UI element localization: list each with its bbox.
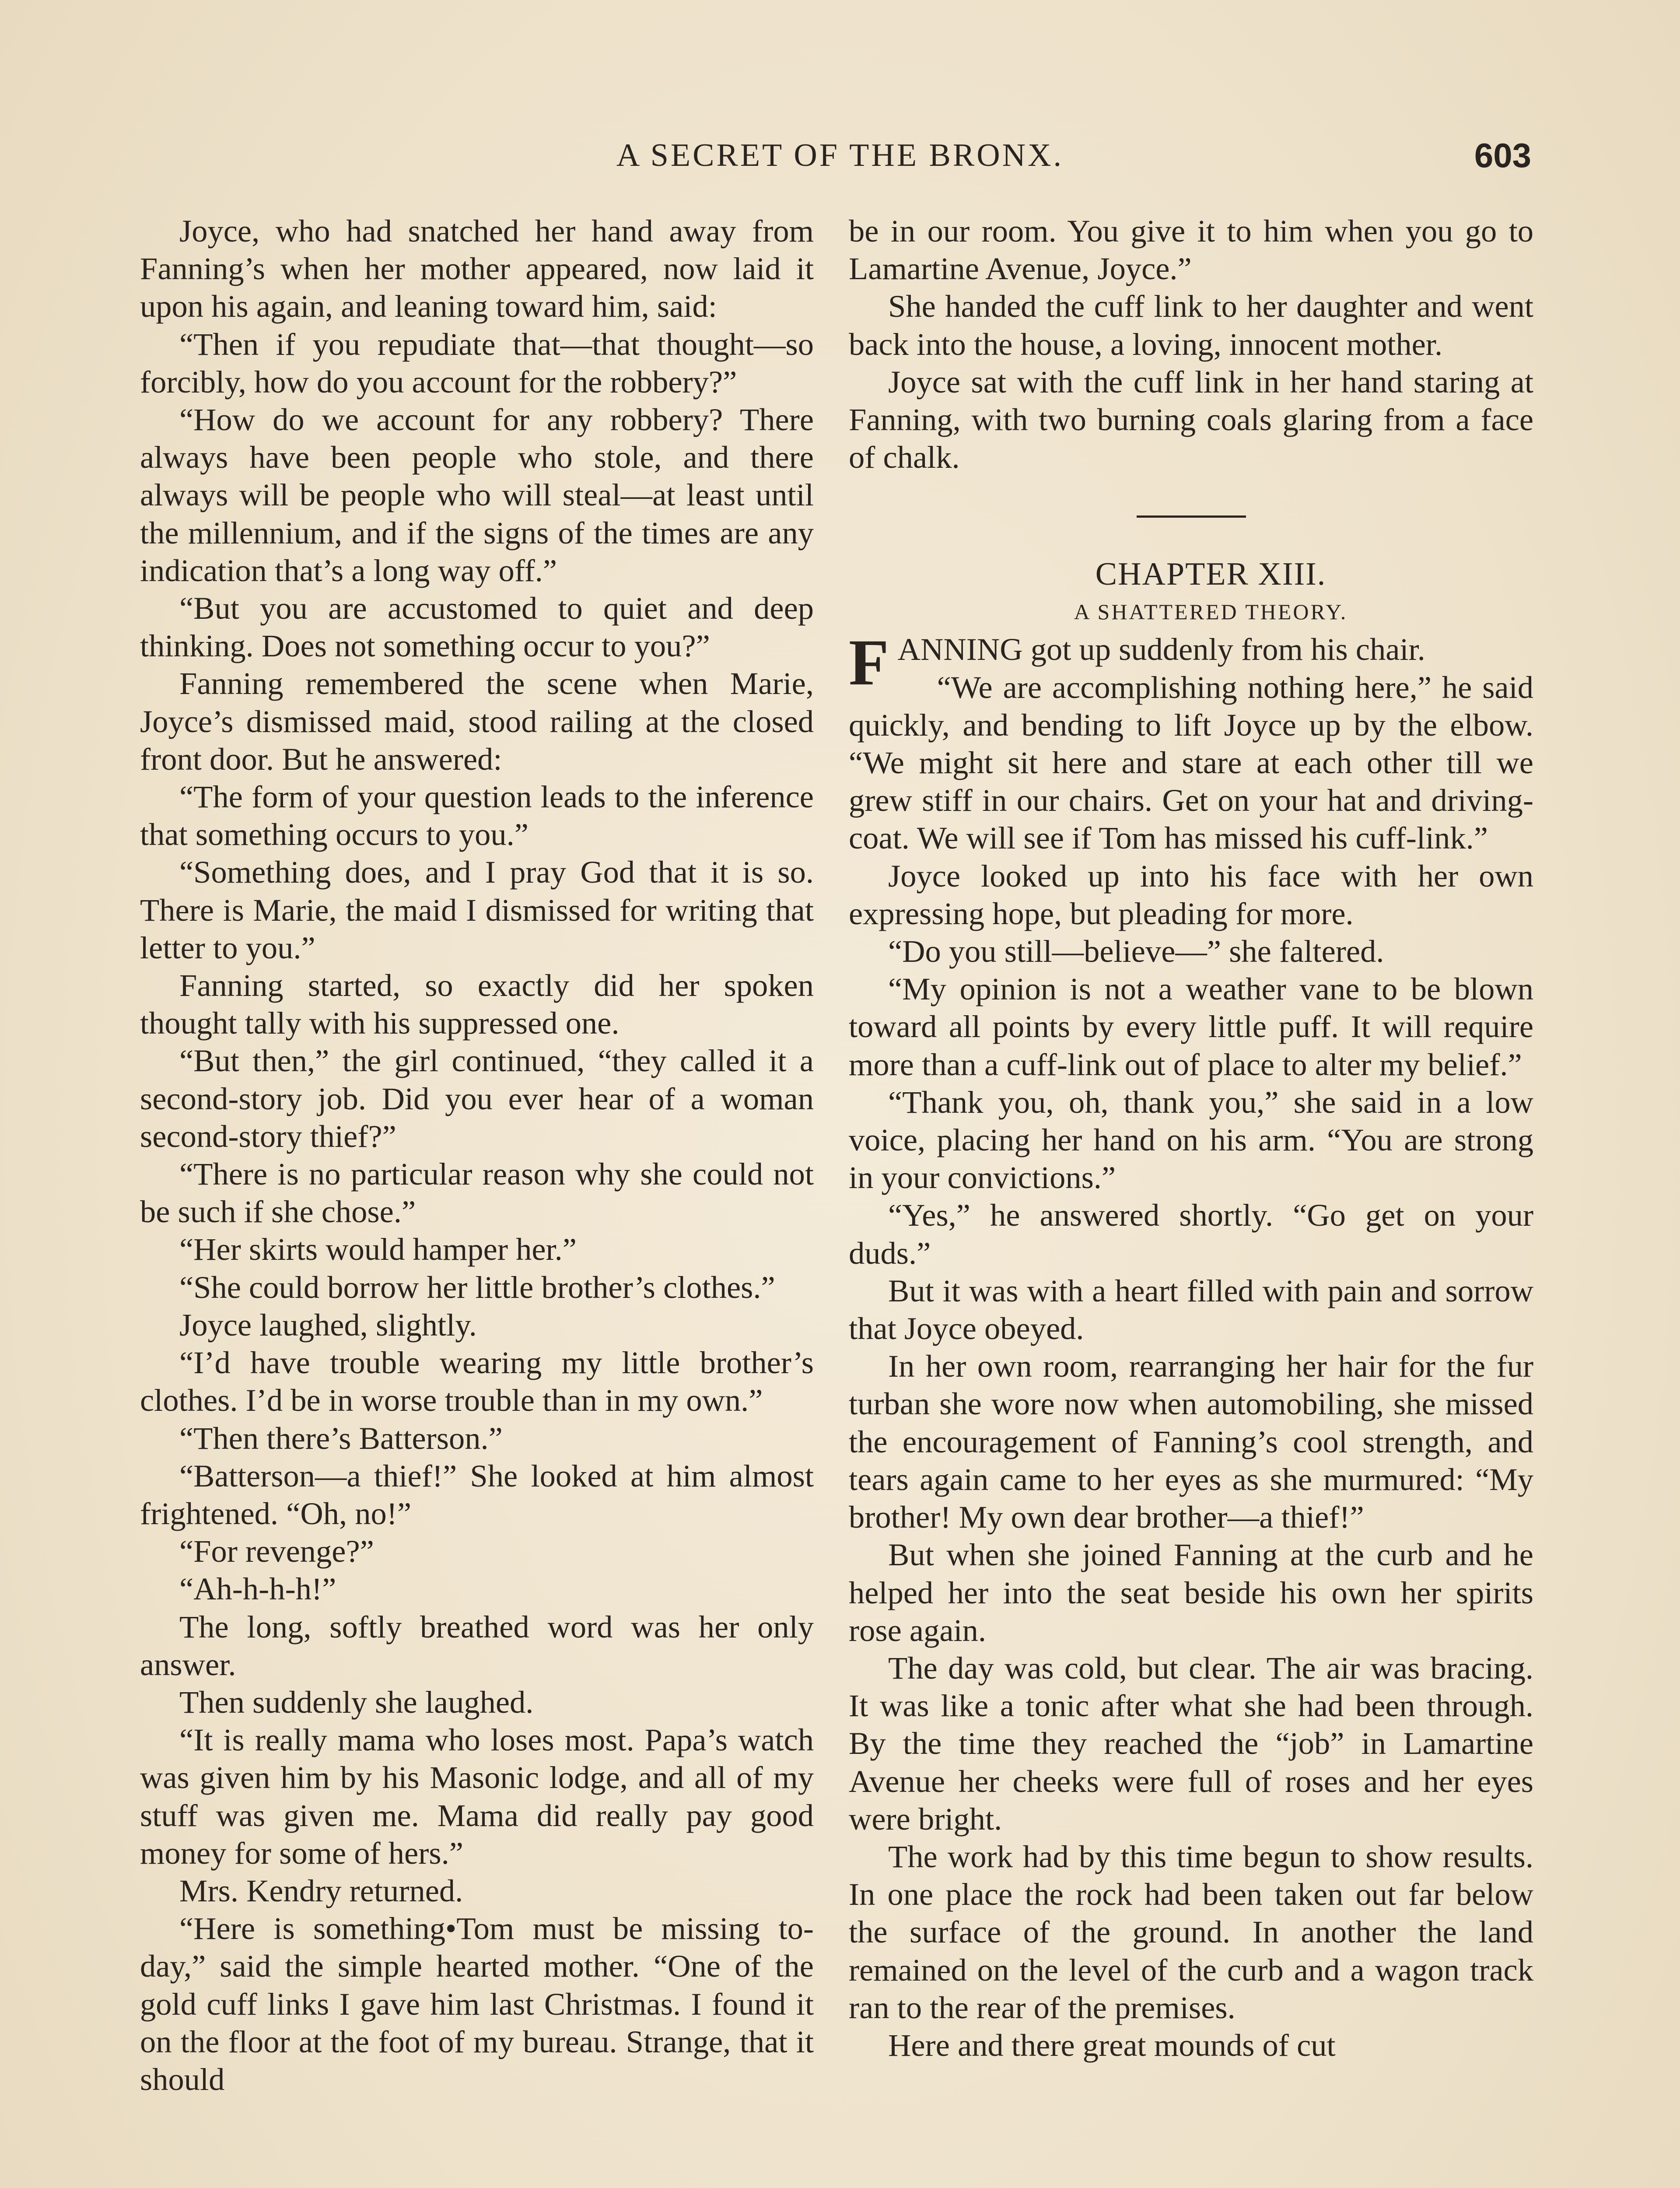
paragraph: “Thank you, oh, thank you,” she said in a low voice, placing her hand on his arm. “You are strong in your convictions.” [849,1084,1533,1196]
paragraph: “There is no particular reason why she could not be such if she chose.” [140,1156,814,1230]
paragraph: “I’d have trouble wearing my little brother’s clothes. I’d be in worse trouble than in my own.” [140,1345,814,1418]
paragraph: The long, softly breathed word was her only answer. [140,1609,814,1682]
paragraph: Fanning remembered the scene when Marie, Joyce’s dismissed maid, stood railing at the closed front door. But he answered: [140,666,814,777]
paragraph: Joyce looked up into his face with her own expressing hope, but pleading for more. [849,858,1533,931]
paragraph: “We are accomplishing nothing here,” he said quickly, and bending to lift Joyce up by the elbow. “We might sit here and stare at each other till we grew stiff in our chairs. Get on your hat and driving-coat. We will see if Tom has missed his cuff-link.” [849,669,1533,856]
chapter-opening-paragraph [849,626,1533,699]
paragraph: “Batterson—a thief!” She looked at him almost frightened. “Oh, no!” [140,1458,814,1531]
chapter-heading: CHAPTER XIII. [1095,556,1326,593]
paragraph: But it was with a heart filled with pain and sorrow that Joyce obeyed. [849,1273,1533,1346]
paragraph: “For revenge?” [179,1533,374,1569]
paragraph: “It is really mama who loses most. Papa’s watch was given him by his Masonic lodge, and all of my stuff was given me. Mama did really pay good money for some of hers.” [140,1722,814,1871]
paragraph: In her own room, rearranging her hair for the fur turban she wore now when automobiling, she missed the encouragement of Fanning’s cool strength, and tears again came to her eyes as she murmured: “My brother! My own dear brother—a thief!” [849,1348,1533,1535]
paragraph: “The form of your question leads to the inference that something occurs to you.” [140,779,814,852]
paragraph: “Yes,” he answered shortly. “Go get on your duds.” [849,1197,1533,1271]
paragraph: Joyce sat with the cuff link in her hand staring at Fanning, with two burning coals glaring from a face of chalk. [849,364,1533,475]
drop-cap: F [849,626,889,699]
paragraph: Then suddenly she laughed. [179,1684,534,1720]
paragraph: Mrs. Kendry returned. [179,1872,463,1908]
left-column [140,212,814,2098]
paragraph: The day was cold, but clear. The air was bracing. It was like a tonic after what she had been through. By the time they reached the “job” in Lamartine Avenue her cheeks were full of roses and her eyes were bright. [849,1650,1533,1837]
paragraph: “How do we account for any robbery? There always have been people who stole, and there always will be people who will steal—at least until the millennium, and if the signs of the times are any indication that’s a long way off.” [140,402,814,588]
paragraph: “Here is something•Tom must be missing to-day,” said the simple hearted mother. “One of the gold cuff links I gave him last Christmas. I found it on the floor at the foot of my bureau. Strange, that it should [140,1911,814,2097]
chapter-subtitle: A SHATTERED THEORY. [1074,600,1348,624]
paragraph: be in our room. You give it to him when you go to Lamartine Avenue, Joyce.” [849,213,1533,287]
paragraph: She handed the cuff link to her daughter and went back into the house, a loving, innocent mother. [849,288,1533,362]
paragraph: “Do you still—believe—” she faltered. [888,933,1384,969]
paragraph: “Then there’s Batterson.” [179,1420,503,1456]
opening-text: ANNING got up suddenly from his chair. [897,631,1425,667]
running-title: A SECRET OF THE BRONX. [616,137,1064,173]
section-divider [1137,515,1246,518]
paragraph: But when she joined Fanning at the curb and he helped her into the seat beside his own her spirits rose again. [849,1537,1533,1648]
right-column [849,212,1533,2064]
paragraph: Here and there great mounds of cut [888,2027,1336,2063]
paragraph: “Then if you repudiate that—that thought—so forcibly, how do you account for the robbery?” [140,326,814,400]
paragraph: “She could borrow her little brother’s clothes.” [179,1269,775,1305]
paragraph: “My opinion is not a weather vane to be blown toward all points by every little puff. It will require more than a cuff-link out of place to alter my belief.” [849,971,1533,1082]
paragraph: “Her skirts would hamper her.” [179,1231,577,1267]
paragraph: Joyce laughed, slightly. [179,1307,477,1343]
running-header [0,131,1680,179]
page-number: 603 [1474,136,1531,175]
paragraph: The work had by this time begun to show results. In one place the rock had been taken out far below the surface of the ground. In another the land remained on the level of the curb and a wagon track ran to the rear of the premises. [849,1838,1533,2025]
paragraph: “But then,” the girl continued, “they called it a second-story job. Did you ever hear of a woman second-story thief?” [140,1043,814,1154]
paragraph: Fanning started, so exactly did her spoken thought tally with his suppressed one. [140,968,814,1041]
paragraph: “But you are accustomed to quiet and deep thinking. Does not something occur to you?” [140,590,814,664]
paragraph: “Ah-h-h-h!” [179,1571,336,1607]
paragraph: “Something does, and I pray God that it is so. There is Marie, the maid I dismissed for writing that letter to you.” [140,854,814,965]
paragraph: Joyce, who had snatched her hand away from Fanning’s when her mother appeared, now laid it upon his again, and leaning toward him, said: [140,213,814,324]
